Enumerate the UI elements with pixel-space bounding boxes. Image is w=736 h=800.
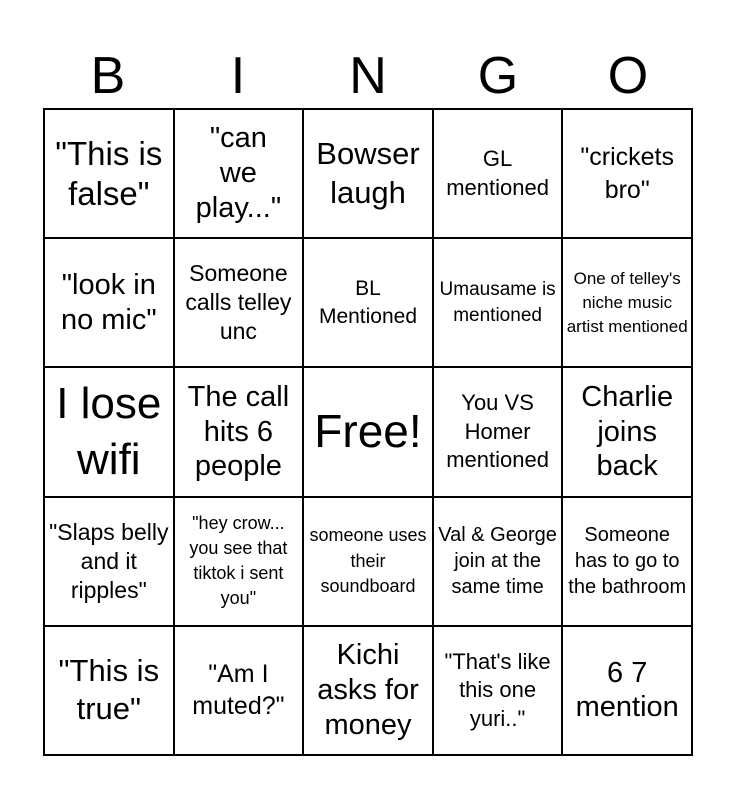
bingo-cell[interactable] xyxy=(44,238,174,367)
bingo-cell[interactable] xyxy=(433,238,563,367)
bingo-cell[interactable] xyxy=(44,626,174,755)
bingo-cell[interactable] xyxy=(562,238,692,367)
cell-text: Val & George join at the same time xyxy=(438,524,557,599)
free-space-text: Free! xyxy=(314,405,422,458)
cell-text: The call hits 6 people xyxy=(187,380,290,483)
cell-text: "That's like this one yuri.." xyxy=(444,648,551,731)
header-letter-g: G xyxy=(477,47,519,105)
bingo-cell[interactable] xyxy=(174,109,304,238)
header-letter-i: I xyxy=(230,47,246,105)
bingo-cell[interactable] xyxy=(174,497,304,626)
cell-text: "This is true" xyxy=(58,652,160,727)
header-letter-n: N xyxy=(349,47,387,105)
cell-text: One of telley's niche music artist mentioned xyxy=(566,268,688,336)
bingo-cell[interactable] xyxy=(44,497,174,626)
cell-text: GL mentioned xyxy=(446,146,549,200)
bingo-cell[interactable] xyxy=(303,238,433,367)
cell-text: Kichi asks for money xyxy=(317,639,419,741)
cell-text: You VS Homer mentioned xyxy=(446,390,549,473)
cell-text: BL Mentioned xyxy=(318,277,418,328)
cell-text: Bowser laugh xyxy=(316,136,420,210)
bingo-cell[interactable] xyxy=(303,109,433,238)
cell-text: Charlie joins back xyxy=(581,380,674,483)
bingo-cell[interactable] xyxy=(562,497,692,626)
cell-text: "look in no mic" xyxy=(60,268,157,336)
bingo-cell[interactable] xyxy=(44,367,174,496)
cell-text: "can we play..." xyxy=(195,122,282,224)
bingo-cell free-space[interactable] xyxy=(303,367,433,496)
cell-text: "hey crow... you see that tiktok i sent you" xyxy=(189,512,288,609)
bingo-cell[interactable] xyxy=(433,626,563,755)
cell-text: someone uses their soundboard xyxy=(309,525,427,596)
bingo-cell[interactable] xyxy=(174,367,304,496)
bingo-cell[interactable] xyxy=(174,626,304,755)
header-letter-b: B xyxy=(90,47,126,105)
bingo-cell[interactable] xyxy=(174,238,304,367)
bingo-cell[interactable] xyxy=(562,367,692,496)
bingo-cell[interactable] xyxy=(433,497,563,626)
cell-text: I lose wifi xyxy=(56,378,162,484)
bingo-cell[interactable] xyxy=(44,109,174,238)
bingo-cell[interactable] xyxy=(303,626,433,755)
bingo-card-grid xyxy=(43,108,693,756)
bingo-header xyxy=(43,44,693,108)
cell-text: 6 7 mention xyxy=(575,656,679,724)
header-letter-o: O xyxy=(607,47,649,105)
cell-text: Someone calls telley unc xyxy=(185,260,292,345)
bingo-cell[interactable] xyxy=(433,109,563,238)
bingo-cell[interactable] xyxy=(562,626,692,755)
cell-text: "Slaps belly and it ripples" xyxy=(49,518,169,603)
cell-text: "crickets bro" xyxy=(580,143,674,204)
bingo-cell[interactable] xyxy=(562,109,692,238)
bingo-cell[interactable] xyxy=(303,497,433,626)
cell-text: Someone has to go to the bathroom xyxy=(568,524,687,599)
cell-text: "This is false" xyxy=(55,135,163,212)
bingo-cell[interactable] xyxy=(433,367,563,496)
cell-text: Umausame is mentioned xyxy=(439,278,556,326)
cell-text: "Am I muted?" xyxy=(192,659,285,721)
